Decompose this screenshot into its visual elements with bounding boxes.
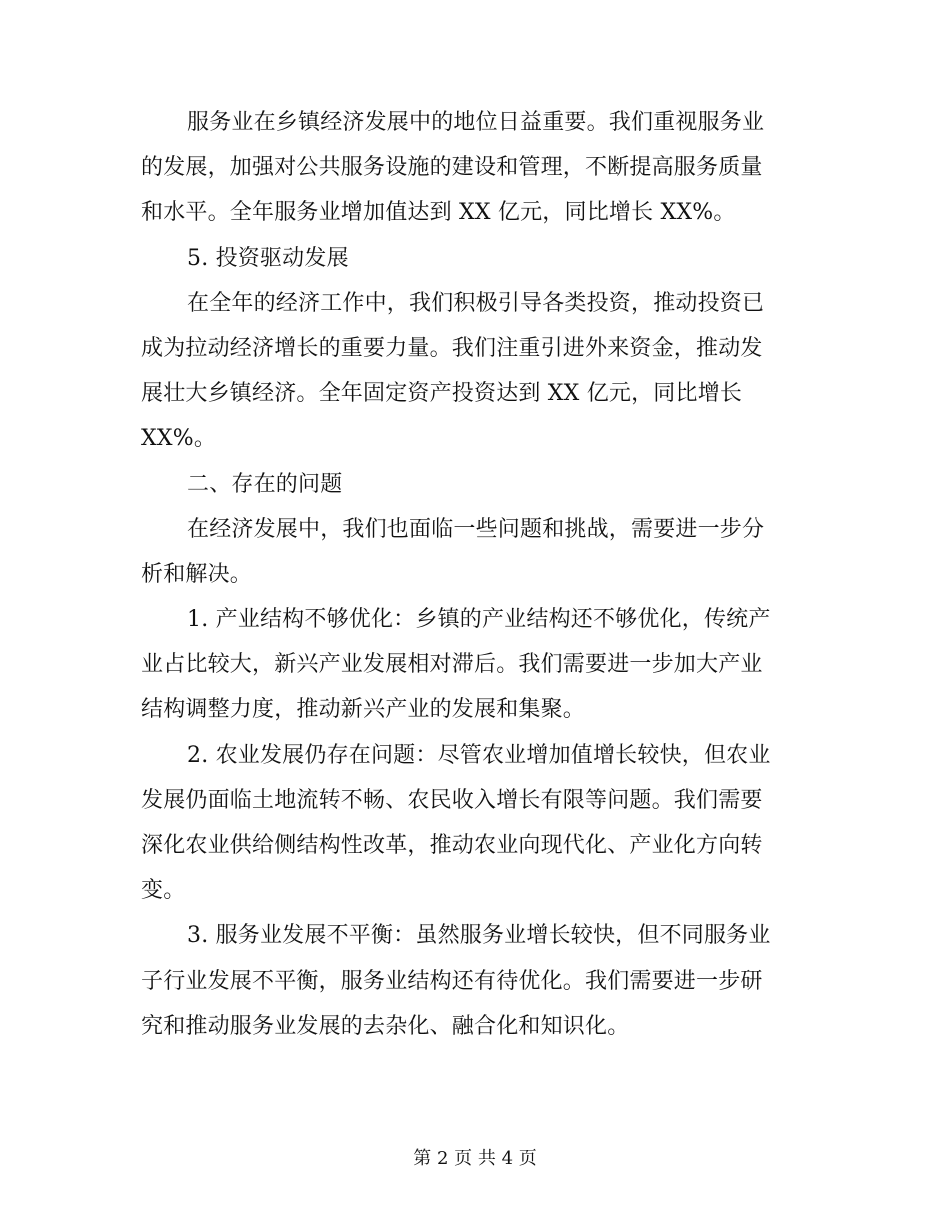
document-body	[141, 100, 811, 1049]
list-item-line: 子行业发展不平衡，服务业结构还有待优化。我们需要进一步研	[141, 968, 763, 994]
page-footer: 第 2 页 共 4 页	[413, 1148, 537, 1169]
paragraph-line: 的发展，加强对公共服务设施的建设和管理，不断提高服务质量	[141, 155, 763, 181]
section-heading-line: 二、存在的问题	[187, 471, 343, 497]
paragraph-line: XX%。	[141, 426, 217, 452]
paragraph-line: 在全年的经济工作中，我们积极引导各类投资，推动投资已	[187, 290, 765, 316]
list-item-line: 究和推动服务业发展的去杂化、融合化和知识化。	[141, 1013, 630, 1039]
paragraph-line: 和水平。全年服务业增加值达到 XX 亿元，同比增长 XX%。	[141, 200, 736, 226]
paragraph-line: 服务业在乡镇经济发展中的地位日益重要。我们重视服务业	[187, 110, 765, 135]
list-item-line: 深化农业供给侧结构性改革，推动农业向现代化、产业化方向转	[141, 833, 763, 858]
paragraph-line: 析和解决。	[141, 561, 253, 587]
section-heading-line: 5. 投资驱动发展	[187, 245, 349, 271]
list-item-line: 发展仍面临土地流转不畅、农民收入增长有限等问题。我们需要	[141, 787, 763, 813]
paragraph-line: 展壮大乡镇经济。全年固定资产投资达到 XX 亿元，同比增长	[141, 381, 743, 407]
paragraph-line: 在经济发展中，我们也面临一些问题和挑战，需要进一步分	[187, 516, 765, 542]
paragraph-line: 成为拉动经济增长的重要力量。我们注重引进外来资金，推动发	[141, 335, 763, 361]
list-item-line: 变。	[141, 878, 186, 904]
list-item-line: 业占比较大，新兴产业发展相对滞后。我们需要进一步加大产业	[141, 652, 763, 678]
list-item-line: 2. 农业发展仍存在问题：尽管农业增加值增长较快，但农业	[187, 742, 771, 768]
list-item-line: 结构调整力度，推动新兴产业的发展和集聚。	[141, 697, 586, 723]
list-item-line: 3. 服务业发展不平衡：虽然服务业增长较快，但不同服务业	[187, 923, 771, 949]
list-item-line: 1. 产业结构不够优化：乡镇的产业结构还不够优化，传统产	[187, 607, 771, 633]
